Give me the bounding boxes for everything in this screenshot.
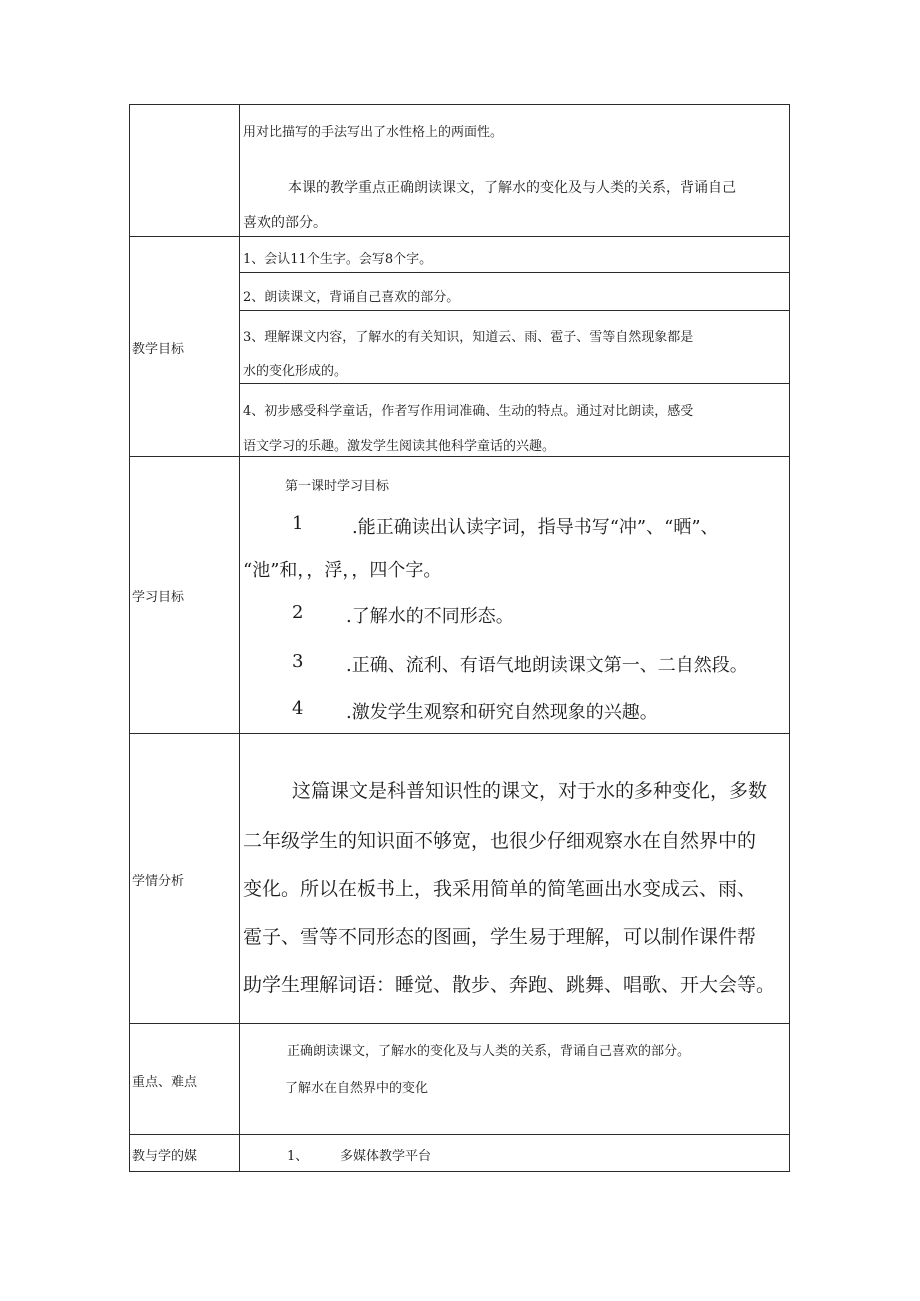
analysis-line-2: 二年级学生的知识面不够宽，也很少仔细观察水在自然界中的 [243,830,757,852]
media-item-number: 1、 [287,1149,309,1164]
learning-goal-1-line-2: “池”和，，浮，，四个字。 [243,560,442,581]
learning-goal-1-number: 1 [292,513,304,534]
media-label: 教与学的媒 [132,1149,198,1164]
analysis-line-1: 这篇课文是科普知识性的课文，对于水的多种变化，多数 [292,780,768,802]
learning-goal-2-text: .了解水的不同形态。 [346,606,514,627]
learning-goals-label: 学习目标 [132,590,185,605]
key-points-label: 重点、难点 [132,1075,198,1090]
learning-goal-3-text: .正确、流利、有语气地朗读课文第一、二自然段。 [346,655,748,676]
learning-goal-3-number: 3 [292,651,304,672]
key-points-line-1: 正确朗读课文，了解水的变化及与人类的关系，背诵自己喜欢的部分。 [287,1044,691,1059]
analysis-line-3: 变化。所以在板书上，我采用简单的简笔画出水变成云、雨、 [243,878,757,900]
key-points-line-2: 了解水在自然界中的变化 [285,1081,429,1096]
teaching-goal-3-line-1: 3、理解课文内容，了解水的有关知识，知道云、雨、雹子、雪等自然现象都是 [243,330,694,345]
intro-line-1: 用对比描写的手法写出了水性格上的两面性。 [243,125,504,140]
teaching-goal-4-line-1: 4、初步感受科学童话，作者写作用词准确、生动的特点。通过对比朗读，感受 [243,404,694,419]
teaching-goals-label: 教学目标 [132,342,185,357]
learning-goal-1-line-1: .能正确读出认读字词，指导书写“冲”、“晒”、 [352,517,719,538]
teaching-goal-1: 1、会认11个生字。会写8个字。 [243,252,433,267]
learning-goals-heading: 第一课时学习目标 [285,479,390,494]
learning-goal-4-text: .激发学生观察和研究自然现象的兴趣。 [346,702,658,723]
media-item-text: 多媒体教学平台 [340,1149,432,1164]
teaching-goal-4-line-2: 语文学习的乐趣。激发学生阅读其他科学童话的兴趣。 [243,439,556,454]
intro-line-2: 本课的教学重点正确朗读课文，了解水的变化及与人类的关系，背诵自己 [288,180,736,196]
teaching-goal-3-line-2: 水的变化形成的。 [243,364,348,379]
learning-goal-2-number: 2 [292,602,304,623]
analysis-line-4: 雹子、雪等不同形态的图画，学生易于理解，可以制作课件帮 [243,926,757,948]
analysis-label: 学情分析 [132,874,185,889]
teaching-goal-2: 2、朗读课文，背诵自己喜欢的部分。 [243,290,460,305]
analysis-line-5: 助学生理解词语：睡觉、散步、奔跑、跳舞、唱歌、开大会等。 [243,974,776,996]
learning-goal-4-number: 4 [292,698,304,719]
intro-line-3: 喜欢的部分。 [243,215,327,231]
